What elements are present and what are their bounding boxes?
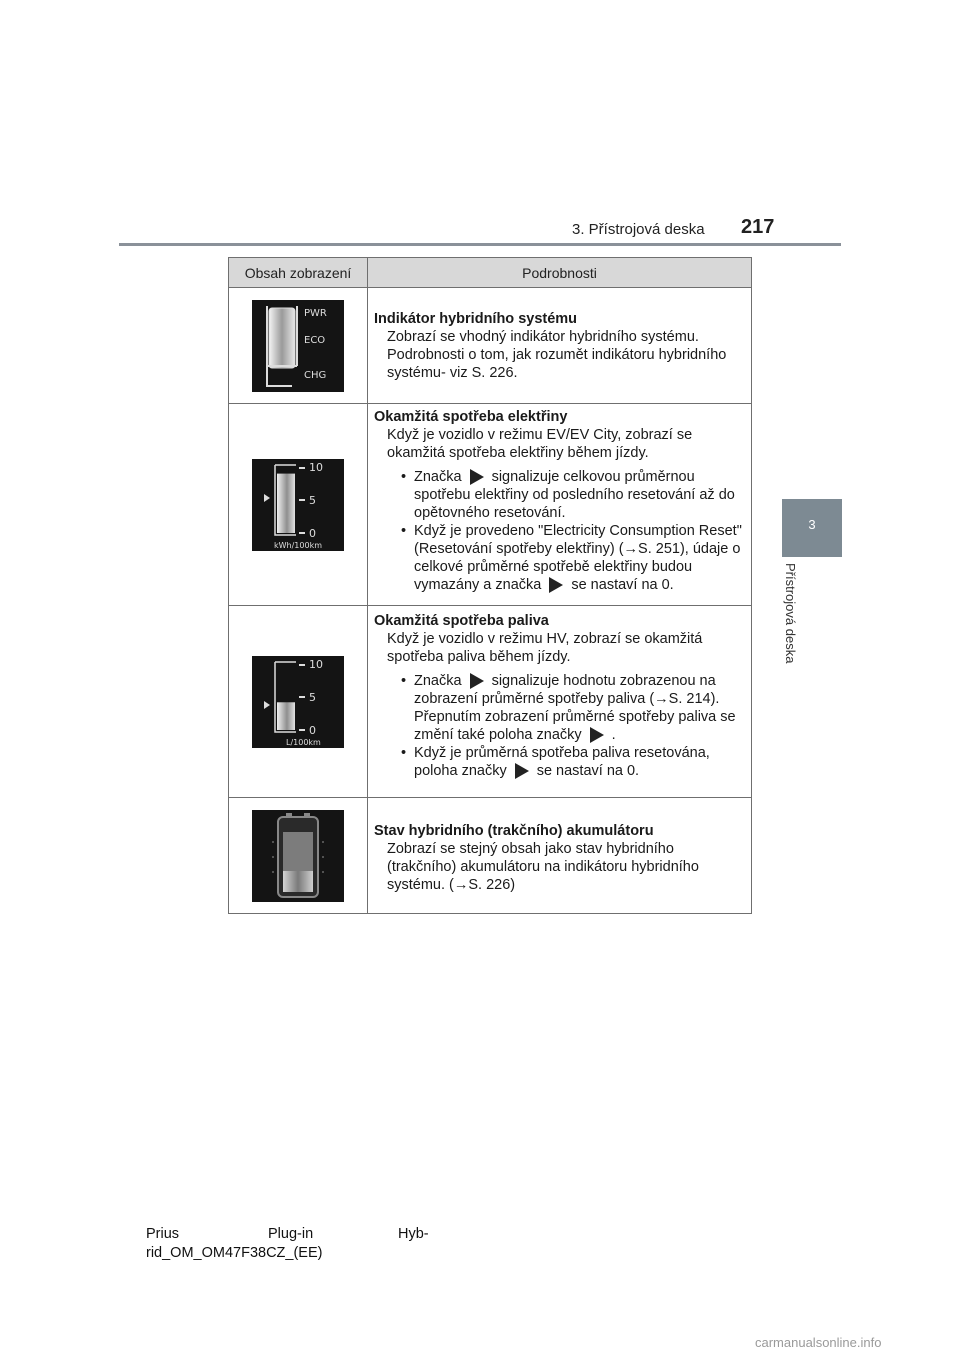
table-row xyxy=(229,288,751,404)
footer-text: Plug-in xyxy=(268,1226,314,1242)
tick-label-10: 10 xyxy=(309,460,323,474)
details-cell xyxy=(368,404,751,605)
column-header-details: Podrobnosti xyxy=(522,264,597,281)
bullet-text: Když je průměrná spotřeba paliva resetována, poloha značky xyxy=(414,745,710,779)
display-content-table xyxy=(228,257,752,914)
gauge-label-eco: ECO xyxy=(304,334,326,346)
table-row xyxy=(229,798,751,913)
item-description: Zobrazí se stejný obsah jako stav hybridního (trakčního) akumulátoru na indikátoru hybridního systému. (→S. 226) xyxy=(387,841,699,893)
tick-label-5: 5 xyxy=(309,493,316,507)
item-title: Okamžitá spotřeba elektřiny xyxy=(374,409,568,425)
marker-icon xyxy=(470,673,484,689)
table-row xyxy=(229,404,751,606)
electricity-consumption-gauge xyxy=(252,459,344,551)
item-description: Zobrazí se vhodný indikátor hybridního systému. Podrobnosti o tom, jak rozumět indikátoru hybridního systému- viz S. 226. xyxy=(387,329,727,381)
fuel-consumption-gauge xyxy=(252,656,344,748)
details-cell xyxy=(368,288,751,403)
level-bar xyxy=(277,473,295,532)
gauge-label-chg: CHG xyxy=(304,369,327,381)
bullet-item: • Značka signalizuje celkovou průměrnou spotřebu elektřiny od posledního resetování až do opětovného resetování. xyxy=(401,469,735,521)
bullet-text: se nastaví na 0. xyxy=(536,763,640,779)
marker-icon xyxy=(590,727,604,743)
chapter-tab xyxy=(782,499,842,557)
chapter-label-text: Přístrojová deska xyxy=(783,563,798,664)
bullet-text: Značka xyxy=(414,673,462,689)
unit-label: L/100km xyxy=(286,737,321,747)
bullet-text: Když je provedeno "Electricity Consumption Reset" (Resetování spotřeby elektřiny) (→S. 251), údaje o celkové průměrné spotřebě elektřiny budou vymazány a značka xyxy=(414,523,742,593)
bullet-text: Značka xyxy=(414,469,462,485)
average-marker-icon xyxy=(264,701,270,709)
tick-label-0: 0 xyxy=(309,723,316,737)
chapter-number: 3 xyxy=(808,517,816,532)
item-title: Okamžitá spotřeba paliva xyxy=(374,613,549,629)
item-description: Když je vozidlo v režimu HV, zobrazí se okamžitá spotřeba paliva během jízdy. xyxy=(387,631,703,665)
footer xyxy=(146,1225,429,1263)
image-cell xyxy=(229,404,368,605)
tick-label-5: 5 xyxy=(309,690,316,704)
chapter-label xyxy=(783,563,803,683)
bullet-text: signalizuje hodnotu zobrazenou na zobrazení průměrné spotřeby paliva (→S. 214). Přepnutím zobrazení průměrné spotřeby paliva se změní také poloha značky xyxy=(414,673,736,743)
page-number: 217 xyxy=(741,216,775,238)
image-cell xyxy=(229,606,368,797)
image-cell xyxy=(229,288,368,403)
tick-label-10: 10 xyxy=(309,657,323,671)
marker-icon xyxy=(515,763,529,779)
bullet-item: • Když je průměrná spotřeba paliva resetována, poloha značky se nastaví na 0. xyxy=(401,745,710,779)
table-header xyxy=(229,258,751,288)
column-header-content: Obsah zobrazení xyxy=(229,258,368,287)
header-rule xyxy=(119,243,841,246)
hybrid-battery-gauge xyxy=(252,810,344,902)
watermark: carmanualsonline.info xyxy=(755,1335,882,1350)
bullet-item: • Značka signalizuje hodnotu zobrazenou na zobrazení průměrné spotřeby paliva (→S. 214). Přepnutím zobrazení průměrné spotřeby paliva se změní také poloha značky . xyxy=(401,673,736,743)
average-marker-icon xyxy=(264,494,270,502)
bullet-text: signalizuje celkovou průměrnou spotřebu elektřiny od posledního resetování až do opětovného resetování. xyxy=(414,469,735,521)
table-row xyxy=(229,606,751,798)
level-bar xyxy=(283,871,313,892)
footer-text: Prius xyxy=(146,1226,180,1242)
bullet-item: • Když je provedeno "Electricity Consumption Reset" (Resetování spotřeby elektřiny) (→S. 251), údaje o celkové průměrné spotřebě elektřiny budou vymazány a značka se nastaví na 0. xyxy=(401,523,742,593)
marker-icon xyxy=(549,577,563,593)
footer-text: rid_OM_OM47F38CZ_(EE) xyxy=(146,1245,323,1261)
item-title: Stav hybridního (trakčního) akumulátoru xyxy=(374,823,654,839)
details-cell xyxy=(368,606,751,797)
footer-text: Hyb- xyxy=(398,1226,429,1242)
level-bar xyxy=(277,702,295,730)
tick-label-0: 0 xyxy=(309,526,316,540)
hybrid-indicator-gauge xyxy=(252,300,344,392)
item-description: Když je vozidlo v režimu EV/EV City, zobrazí se okamžitá spotřeba elektřiny během jízdy. xyxy=(387,427,693,461)
marker-icon xyxy=(470,469,484,485)
bullet-text: se nastaví na 0. xyxy=(571,577,674,593)
details-cell xyxy=(368,798,751,913)
gauge-label-pwr: PWR xyxy=(304,307,327,319)
item-title: Indikátor hybridního systému xyxy=(374,311,578,327)
image-cell xyxy=(229,798,368,913)
bullet-text: . xyxy=(611,727,616,743)
unit-label: kWh/100km xyxy=(274,540,323,550)
section-title: 3. Přístrojová deska xyxy=(572,221,705,238)
